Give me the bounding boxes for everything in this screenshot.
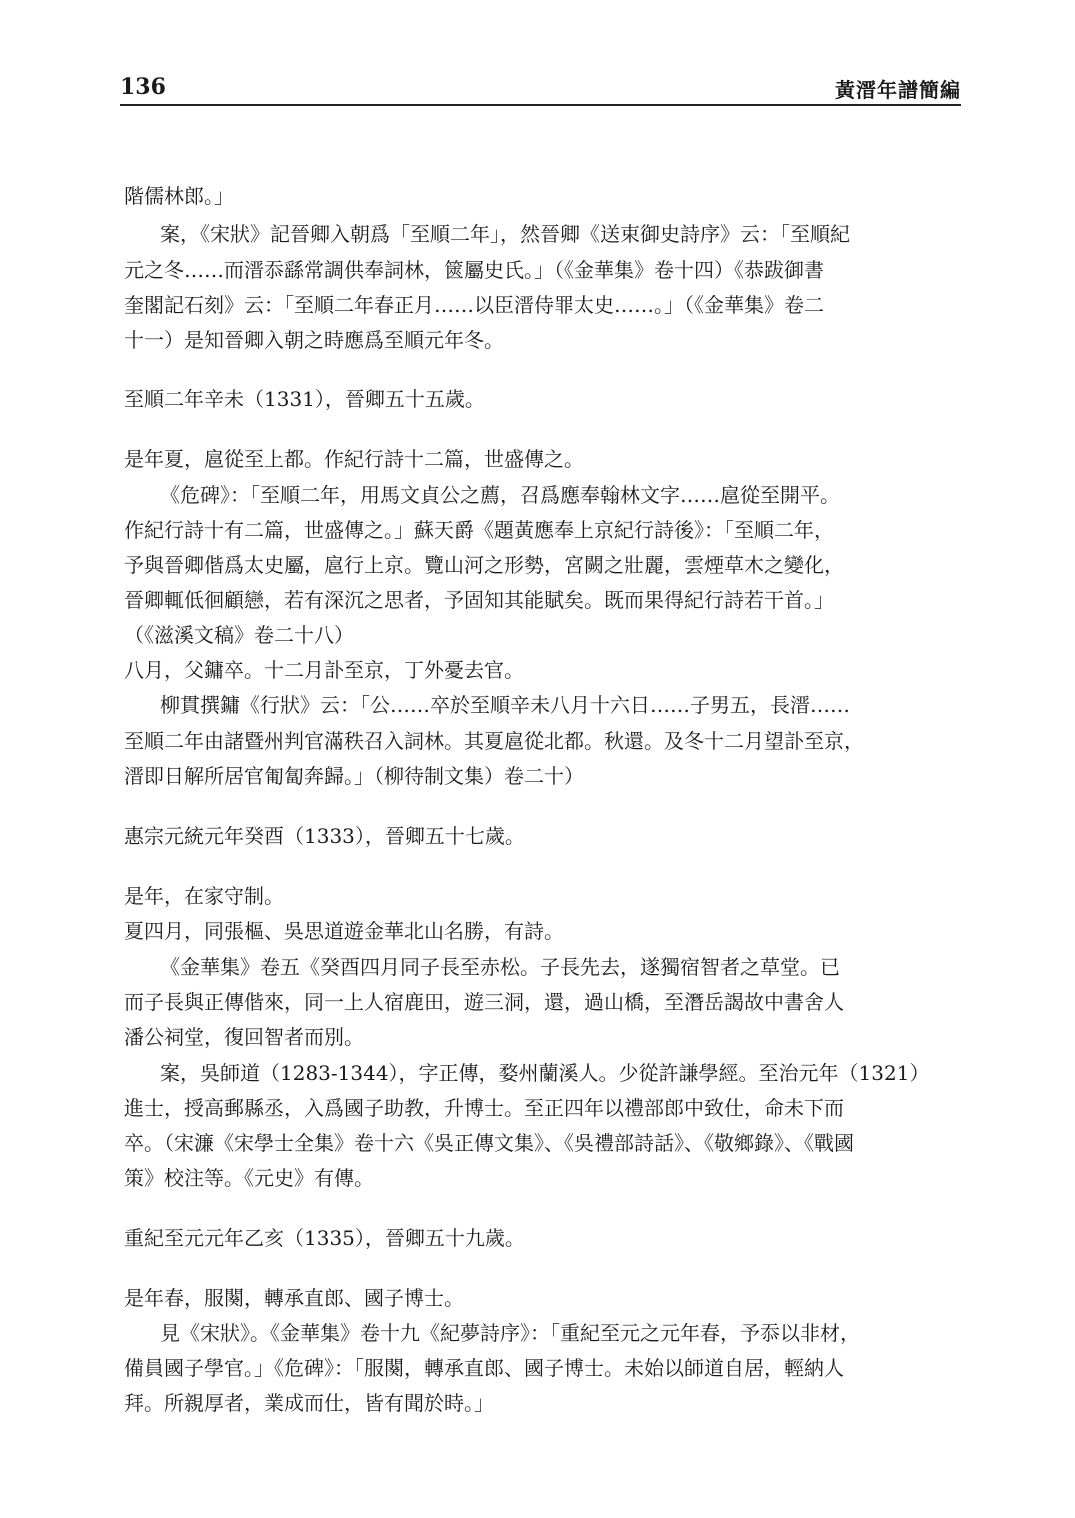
event-line: 是年，在家守制。 xyxy=(124,884,284,908)
body-line: 溍即日解所居官匍匐奔歸。」（柳待制文集）卷二十） xyxy=(124,764,584,788)
body-line: 晉卿輒低徊顧戀，若有深沉之思者，予固知其能賦矣。既而果得紀行詩若干首。」 xyxy=(124,588,834,612)
body-line: 拜。所親厚者，業成而仕，皆有聞於時。」 xyxy=(124,1391,494,1415)
page-header xyxy=(120,74,961,104)
running-title: 黃溍年譜簡編 xyxy=(835,78,961,102)
body-line: 作紀行詩十有二篇，世盛傳之。」蘇天爵《題黃應奉上京紀行詩後》：「至順二年， xyxy=(124,518,834,542)
year-heading: 重紀至元元年乙亥（1335），晉卿五十九歲。 xyxy=(124,1226,525,1250)
body-line: 潘公祠堂，復回智者而別。 xyxy=(124,1025,364,1049)
body-line: 而子長與正傳偕來，同一上人宿鹿田，遊三洞，還，過山橋，至潛岳謁故中書舍人 xyxy=(124,990,844,1014)
body-line: 十一）是知晉卿入朝之時應爲至順元年冬。 xyxy=(124,328,504,352)
body-line: 奎閣記石刻》云：「至順二年春正月……以臣溍侍罪太史……。」（《金華集》卷二 xyxy=(124,293,824,317)
body-line: 卒。（宋濂《宋學士全集》卷十六《吳正傳文集》、《吳禮部詩話》、《敬鄉錄》、《戰國 xyxy=(124,1131,854,1155)
body-line: 《金華集》卷五《癸酉四月同子長至赤松。子長先去，遂獨宿智者之草堂。已 xyxy=(160,955,840,979)
body-line: 階儒林郎。」 xyxy=(124,184,234,208)
event-line: 八月，父鏞卒。十二月訃至京，丁外憂去官。 xyxy=(124,658,524,682)
body-line: 進士，授高郵縣丞，入爲國子助教，升博士。至正四年以禮部郎中致仕，命未下而 xyxy=(124,1096,844,1120)
year-heading: 惠宗元統元年癸酉（1333），晉卿五十七歲。 xyxy=(124,824,525,848)
page-number: 136 xyxy=(120,74,166,100)
event-line: 夏四月，同張樞、吳思道遊金華北山名勝，有詩。 xyxy=(124,919,564,943)
body-line: 案，吳師道（1283-1344），字正傳，婺州蘭溪人。少從許謙學經。至治元年（1321） xyxy=(160,1061,930,1085)
body-line: 見《宋狀》。《金華集》卷十九《紀夢詩序》：「重紀至元之元年春，予忝以非材， xyxy=(160,1321,860,1345)
body-line: 予與晉卿偕爲太史屬，扈行上京。覽山河之形勢，宮闕之壯麗，雲煙草木之變化， xyxy=(124,553,844,577)
body-line: 元之冬……而溍忝繇常調供奉詞林，篋屬史氏。」（《金華集》卷十四）《恭跋御書 xyxy=(124,258,824,282)
body-line: 備員國子學官。」《危碑》：「服闋，轉承直郎、國子博士。未始以師道自居，輕納人 xyxy=(124,1356,844,1380)
body-line: 案，《宋狀》記晉卿入朝爲「至順二年」，然晉卿《送束御史詩序》云：「至順紀 xyxy=(160,222,850,246)
event-line: 是年夏，扈從至上都。作紀行詩十二篇，世盛傳之。 xyxy=(124,447,584,471)
body-line: （《滋溪文稿》卷二十八） xyxy=(124,623,354,647)
event-line: 是年春，服闋，轉承直郎、國子博士。 xyxy=(124,1286,464,1310)
body-line: 至順二年由諸暨州判官滿秩召入詞林。其夏扈從北都。秋還。及冬十二月望訃至京， xyxy=(124,729,864,753)
body-line: 柳貫撰鏞《行狀》云：「公……卒於至順辛未八月十六日……子男五，長溍…… xyxy=(160,693,850,717)
body-line: 策》校注等。《元史》有傳。 xyxy=(124,1166,374,1190)
year-heading: 至順二年辛未（1331），晉卿五十五歲。 xyxy=(124,387,485,411)
body-line: 《危碑》：「至順二年，用馬文貞公之薦，召爲應奉翰林文字……扈從至開平。 xyxy=(160,483,840,507)
header-rule xyxy=(120,104,961,106)
